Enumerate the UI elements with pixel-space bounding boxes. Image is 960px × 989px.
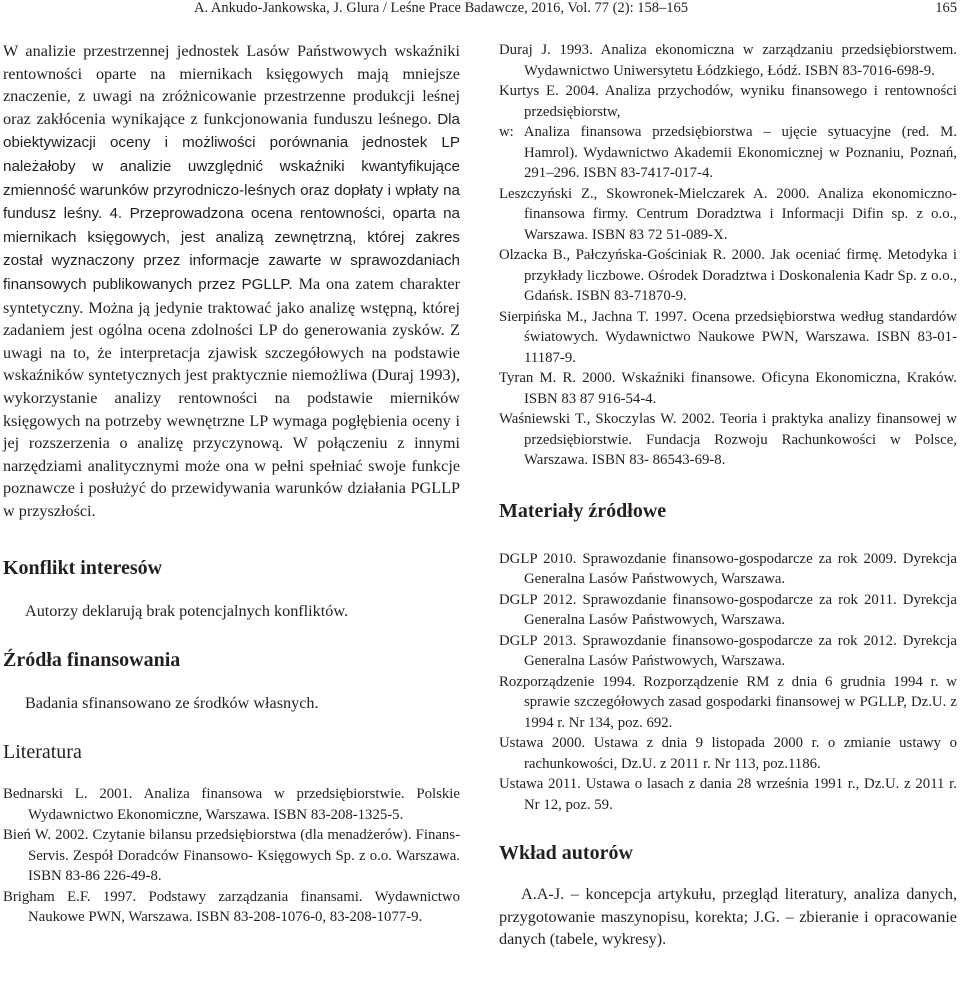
running-head: A. Ankudo-Jankowska, J. Glura / Leśne Prace Badawcze, 2016, Vol. 77 (2): 158–165 — [194, 0, 688, 16]
contribution-heading: Wkład autorów — [499, 842, 633, 864]
material-item: DGLP 2013. Sprawozdanie finansowo-gospodarcze za rok 2012. Dyrekcja Generalna Lasów Państwowych, Warszawa. — [499, 632, 957, 669]
reference-item: Brigham E.F. 1997. Podstawy zarządzania finansami. Wydawnictwo Naukowe PWN, Warszawa. ISBN 83-208-1076-0, 83-208-1077-9. — [3, 888, 460, 926]
materials-heading: Materiały źródłowe — [499, 499, 667, 522]
literature-list — [3, 784, 460, 928]
material-item: DGLP 2012. Sprawozdanie finansowo-gospodarcze za rok 2011. Dyrekcja Generalna Lasów Państwowych, Warszawa. — [499, 591, 957, 628]
conclusion-text-4: Ma ona zatem charakter syntetyczny. Można ją jedynie traktować jako analizę wstępną, której zadaniem jest ogólna ocena zdolności LP do generowania zysków. Z uwagi na to, że interpretacja zjawisk szczegółowych na podstawie wskaźników syntetycznych jest praktycznie niemożliwa (Duraj 1993), wykorzystanie analizy rentowności na podstawie mierników księgowych na potrzeby wewnętrzne LP wymaga pogłębienia oceny i jej rozszerzenia o analizę przyczynową. W połączeniu z innymi narzędziami analitycznymi może ona w pełni spełniać swoje funkcje poznawcze i posłużyć do przewidywania warunków działania PGLLP w przyszłości. — [3, 274, 460, 520]
conflict-heading: Konflikt interesów — [3, 557, 163, 580]
conclusions-paragraph — [3, 40, 460, 522]
page-number: 165 — [935, 0, 957, 16]
materials-list — [499, 549, 957, 816]
reference-item: Bień W. 2002. Czytanie bilansu przedsiębiorstwa (dla menadżerów). Finans-Servis. Zespół Doradców Finansowo- Księgowych Sp. z o.o. Warszawa. ISBN 83-86 226-49-8. — [3, 827, 460, 885]
reference-item: Tyran M. R. 2000. Wskaźniki finansowe. Oficyna Ekonomiczna, Kraków. ISBN 83 87 916-54-4. — [499, 370, 957, 407]
literature-list-continued — [499, 40, 957, 471]
material-item: DGLP 2010. Sprawozdanie finansowo-gospodarcze za rok 2009. Dyrekcja Generalna Lasów Państwowych, Warszawa. — [499, 550, 957, 587]
left-column — [3, 40, 460, 928]
material-item: Ustawa 2000. Ustawa z dnia 9 listopada 2000 r. o zmianie ustawy o rachunkowości, Dz.U. z 2011 r. Nr 113, poz.1186. — [499, 735, 957, 772]
reference-item: Bednarski L. 2001. Analiza finansowa w przedsiębiorstwie. Polskie Wydawnictwo Ekonomiczne, Warszawa. ISBN 83-208-1325-5. — [3, 786, 460, 823]
funding-text: Badania sfinansowano ze środków własnych. — [25, 694, 319, 713]
reference-item: Olzacka B., Pałczyńska-Gościniak R. 2000. Jak oceniać firmę. Metodyka i przykłady liczbowe. Ośrodek Doradztwa i Doskonalenia Kadr Sp. z o.o., Gdańsk. ISBN 83-71870-9. — [499, 247, 957, 304]
reference-item: Leszczyński Z., Skowronek-Mielczarek A. 2000. Analiza ekonomiczno-finansowa firmy. Centrum Doradztwa i Informacji Difin sp. z o.o., Warszawa. ISBN 83 72 51-089-X. — [499, 185, 957, 243]
conflict-text: Autorzy deklarują brak potencjalnych konfliktów. — [25, 602, 349, 621]
material-item: Ustawa 2011. Ustawa o lasach z dania 28 września 1991 r., Dz.U. z 2011 r. Nr 12, poz. 59. — [499, 776, 957, 813]
reference-item: Sierpińska M., Jachna T. 1997. Ocena przedsiębiorstwa według standardów światowych. Wydawnictwo Naukowe PWN, Warszawa. ISBN 83-01-11187-9. — [499, 308, 957, 366]
right-column — [499, 40, 957, 951]
running-header — [0, 0, 960, 20]
conclusion-text-2: Dla obiektywizacji oceny i możliwości porównania jednostek LP należałoby w analizie uwzględnić wskaźniki kwantyfikujące zmienność warunków przyrodniczo-leśnych oraz dopłaty i wpłaty na fundusz leśny. — [3, 110, 460, 223]
conclusion-text-3: 4. Przeprowadzona ocena rentowności, oparta na miernikach księgowych, jest analizą zewnętrzną, której zakres został wyznaczony przez informacje zawarte w sprawozdaniach finansowych publikowanych przez PGLLP. — [3, 205, 460, 293]
material-item: Rozporządzenie 1994. Rozporządzenie RM z dnia 6 grudnia 1994 r. w sprawie szczegółowych zasad gospodarki finansowej w PGLLP, Dz.U. z 1994 r. Nr 134, poz. 692. — [499, 673, 957, 731]
literature-heading: Literatura — [3, 741, 82, 764]
reference-item: Duraj J. 1993. Analiza ekonomiczna w zarządzaniu przedsiębiorstwem. Wydawnictwo Uniwersytetu Łódzkiego, Łódź. ISBN 83-7016-698-9. — [499, 42, 957, 79]
funding-heading: Źródła finansowania — [3, 649, 181, 672]
contribution-text: A.A-J. – koncepcja artykułu, przegląd literatury, analiza danych, przygotowanie maszynopisu, korekta; J.G. – zbieranie i opracowanie danych (tabele, wykresy). — [499, 885, 957, 949]
reference-item: Waśniewski T., Skoczylas W. 2002. Teoria i praktyka analizy finansowej w przedsiębiorstwie. Fundacja Rozwoju Rachunkowości w Polsce, Warszawa. ISBN 83- 86543-69-8. — [499, 411, 957, 468]
conclusion-text-1: W analizie przestrzennej jednostek Lasów Państwowych wskaźniki rentowności oparte na miernikach księgowych mają mniejsze znaczenie, z uwagi na zróżnicowanie przestrzenne produkcji leśnej oraz zakłócenia wynikające z funkcjonowania funduszu leśnego. — [3, 42, 460, 128]
reference-item: w: Analiza finansowa przedsiębiorstwa – ujęcie sytuacyjne (red. M. Hamrol). Wydawnictwo Akademii Ekonomicznej w Poznaniu, Poznań, 291–296. ISBN 83-7417-017-4. — [499, 124, 957, 181]
reference-item: Kurtys E. 2004. Analiza przychodów, wyniku finansowego i rentowności przedsiębiorstw, — [499, 83, 957, 120]
